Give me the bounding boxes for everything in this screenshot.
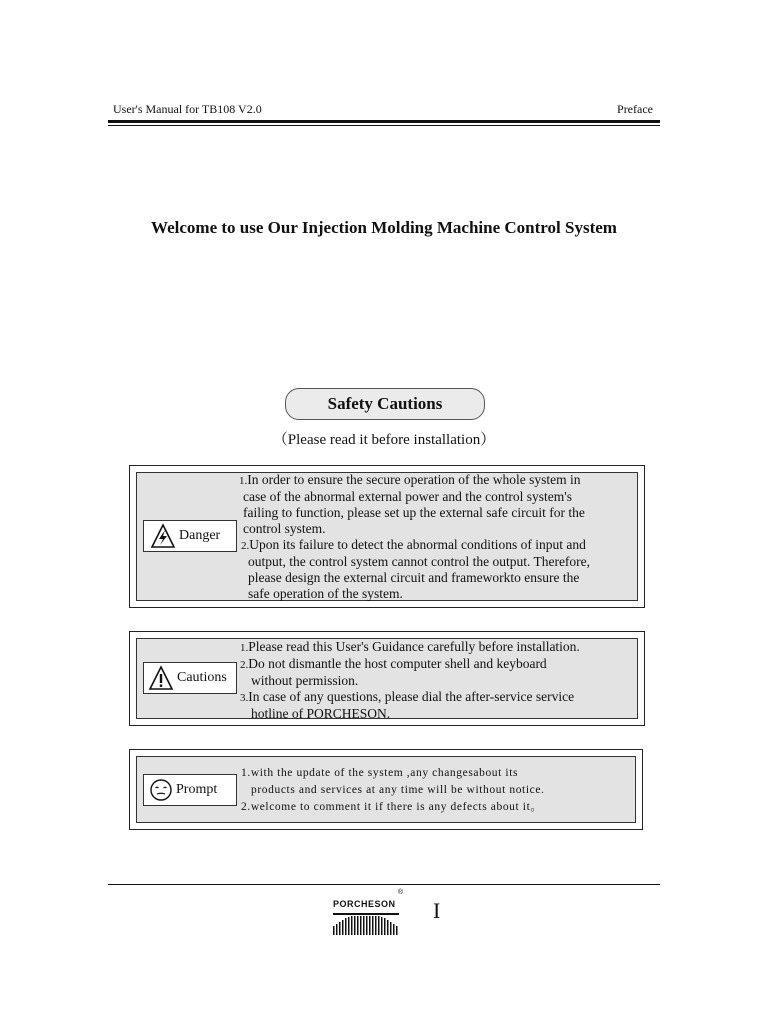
danger-line: control system. xyxy=(243,521,326,536)
cautions-label xyxy=(143,662,237,694)
danger-line: output, the control system cannot control the output. Therefore, xyxy=(248,554,591,569)
danger-box xyxy=(129,465,645,608)
cautions-line: 3.In case of any questions, please dial the after-service service xyxy=(240,689,575,704)
danger-line: please design the external circuit and frameworkto ensure the xyxy=(248,570,580,585)
footer-rule xyxy=(108,884,660,885)
safety-cautions-heading: Safety Cautions xyxy=(285,388,485,420)
safety-subheading: （Please read it before installation） xyxy=(272,432,496,448)
danger-line: 1.In order to ensure the secure operation of the whole system in xyxy=(239,472,581,487)
cautions-line: 2.Do not dismantle the host computer shell and keyboard xyxy=(240,656,547,671)
danger-label xyxy=(143,520,237,552)
cautions-line: hotline of PORCHESON. xyxy=(251,706,391,721)
cautions-label-text: Cautions xyxy=(177,670,227,685)
danger-message xyxy=(239,472,590,602)
header-section-name: Preface xyxy=(617,102,653,116)
prompt-label xyxy=(143,774,237,806)
logo-text: PORCHESON xyxy=(333,899,396,909)
danger-line: safe operation of the system. xyxy=(248,586,403,601)
danger-line: 2.Upon its failure to detect the abnormal conditions of input and xyxy=(241,537,586,552)
danger-label-text: Danger xyxy=(179,528,221,543)
exclamation-warning-icon xyxy=(148,665,174,691)
registered-mark: ® xyxy=(397,889,403,896)
lightning-warning-icon xyxy=(150,523,176,549)
porcheson-logo xyxy=(333,889,403,935)
page-number: I xyxy=(433,898,441,923)
header-rule-thin xyxy=(108,125,660,126)
cautions-box xyxy=(129,631,645,726)
prompt-line: 1.with the update of the system ,any changesabout its xyxy=(241,767,519,779)
header-rule xyxy=(108,120,660,123)
prompt-line: 2.welcome to comment it if there is any defects about it。 xyxy=(241,801,543,813)
prompt-message xyxy=(241,765,545,816)
face-icon xyxy=(149,778,173,802)
page-title: Welcome to use Our Injection Molding Machine Control System xyxy=(151,218,617,237)
cautions-message xyxy=(240,639,580,722)
prompt-line: products and services at any time will be without notice. xyxy=(251,784,545,796)
logo-bars-icon xyxy=(333,913,399,935)
prompt-box xyxy=(129,749,643,830)
header-manual-title: User's Manual for TB108 V2.0 xyxy=(113,102,262,116)
danger-line: failing to function, please set up the external safe circuit for the xyxy=(243,505,585,520)
danger-line: case of the abnormal external power and the control system's xyxy=(243,489,572,504)
cautions-line: 1.Please read this User's Guidance carefully before installation. xyxy=(240,639,580,654)
prompt-label-text: Prompt xyxy=(176,782,218,797)
cautions-line: without permission. xyxy=(251,673,359,688)
